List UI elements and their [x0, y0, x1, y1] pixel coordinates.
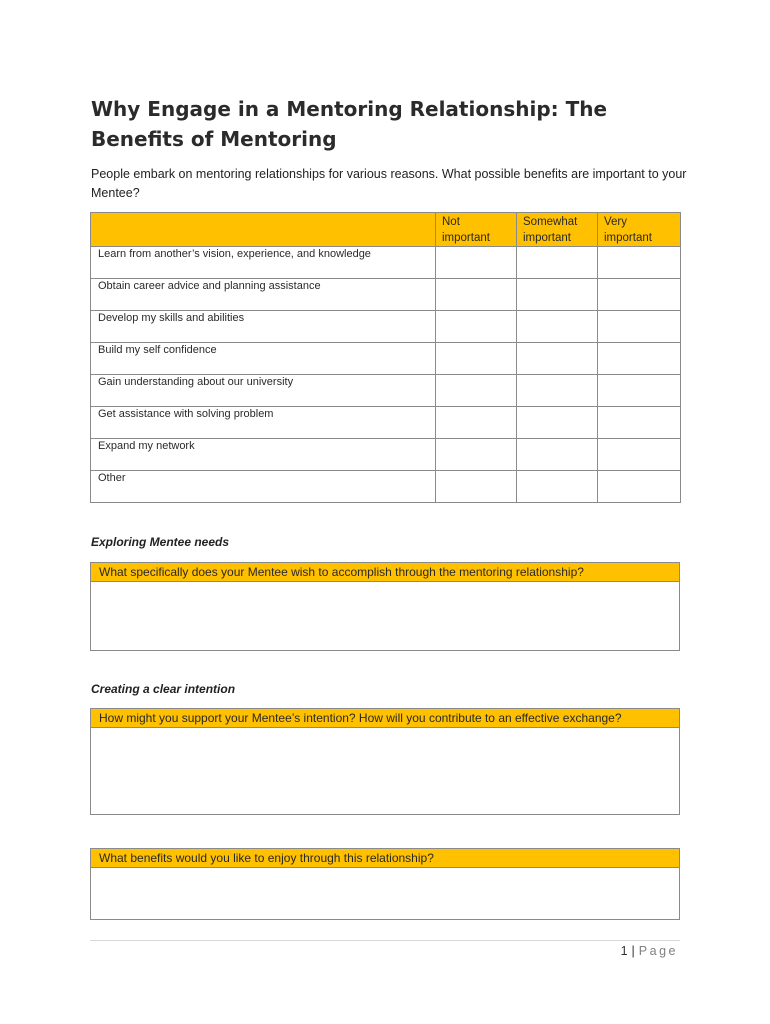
answer-area[interactable]	[91, 728, 679, 816]
rating-cell-not-important[interactable]	[436, 311, 517, 343]
rating-cell-very-important[interactable]	[598, 343, 681, 375]
row-label-text: Learn from another’s vision, experience, and knowledge	[98, 248, 371, 260]
row-label-text: Obtain career advice and planning assistance	[98, 280, 321, 292]
page-title: Why Engage in a Mentoring Relationship: The Benefits of Mentoring	[91, 97, 608, 151]
answer-area[interactable]	[91, 582, 679, 652]
row-label-text: Expand my network	[98, 440, 195, 452]
page-footer	[621, 944, 678, 958]
rating-cell-somewhat-important[interactable]	[517, 279, 598, 311]
header-not-important: Not important	[436, 213, 517, 247]
row-label	[91, 471, 436, 503]
table-row	[91, 471, 681, 503]
footer-divider	[90, 940, 680, 941]
question-header: What specifically does your Mentee wish to accomplish through the mentoring relationship?	[91, 563, 679, 582]
row-label	[91, 407, 436, 439]
question-header: How might you support your Mentee’s intention? How will you contribute to an effective exchange?	[91, 709, 679, 728]
rating-cell-not-important[interactable]	[436, 279, 517, 311]
row-label	[91, 247, 436, 279]
row-label-text: Develop my skills and abilities	[98, 312, 245, 324]
row-label	[91, 439, 436, 471]
table-row	[91, 407, 681, 439]
rating-cell-somewhat-important[interactable]	[517, 375, 598, 407]
section-heading-mentee-needs: Exploring Mentee needs	[91, 535, 230, 549]
answer-area[interactable]	[91, 868, 679, 921]
row-label-text: Get assistance with solving problem	[98, 408, 274, 420]
table-row	[91, 247, 681, 279]
question-box-benefits-enjoy	[90, 848, 680, 920]
intro-paragraph: People embark on mentoring relationships for various reasons. What possible benefits are important to your Mentee?	[91, 167, 687, 200]
rating-cell-not-important[interactable]	[436, 375, 517, 407]
benefits-header-row	[91, 213, 681, 247]
rating-cell-not-important[interactable]	[436, 439, 517, 471]
rating-cell-not-important[interactable]	[436, 343, 517, 375]
question-header: What benefits would you like to enjoy through this relationship?	[91, 849, 679, 868]
header-somewhat-important: Somewhat important	[517, 213, 598, 247]
row-label	[91, 279, 436, 311]
rating-cell-not-important[interactable]	[436, 471, 517, 503]
rating-cell-very-important[interactable]	[598, 471, 681, 503]
page-number: 1	[620, 944, 628, 958]
benefits-table	[90, 212, 681, 503]
rating-cell-very-important[interactable]	[598, 439, 681, 471]
page-label: Page	[638, 944, 678, 958]
table-row	[91, 375, 681, 407]
table-row	[91, 279, 681, 311]
rating-cell-somewhat-important[interactable]	[517, 247, 598, 279]
rating-cell-somewhat-important[interactable]	[517, 407, 598, 439]
rating-cell-very-important[interactable]	[598, 279, 681, 311]
rating-cell-not-important[interactable]	[436, 247, 517, 279]
table-row	[91, 311, 681, 343]
question-box-mentee-goals	[90, 562, 680, 651]
table-row	[91, 439, 681, 471]
rating-cell-somewhat-important[interactable]	[517, 439, 598, 471]
rating-cell-somewhat-important[interactable]	[517, 311, 598, 343]
header-very-important: Very important	[598, 213, 681, 247]
rating-cell-somewhat-important[interactable]	[517, 343, 598, 375]
rating-cell-very-important[interactable]	[598, 311, 681, 343]
rating-cell-not-important[interactable]	[436, 407, 517, 439]
rating-cell-very-important[interactable]	[598, 407, 681, 439]
row-label-text: Gain understanding about our university	[98, 376, 294, 388]
rating-cell-somewhat-important[interactable]	[517, 471, 598, 503]
rating-cell-very-important[interactable]	[598, 375, 681, 407]
section-heading-clear-intention: Creating a clear intention	[91, 682, 236, 696]
row-label-text: Other	[98, 472, 126, 484]
footer-separator: |	[631, 944, 635, 958]
table-row	[91, 343, 681, 375]
row-label-text: Build my self confidence	[98, 344, 217, 356]
rating-cell-very-important[interactable]	[598, 247, 681, 279]
row-label	[91, 375, 436, 407]
header-blank-cell	[91, 213, 436, 247]
row-label	[91, 343, 436, 375]
row-label	[91, 311, 436, 343]
question-box-support-intention	[90, 708, 680, 815]
